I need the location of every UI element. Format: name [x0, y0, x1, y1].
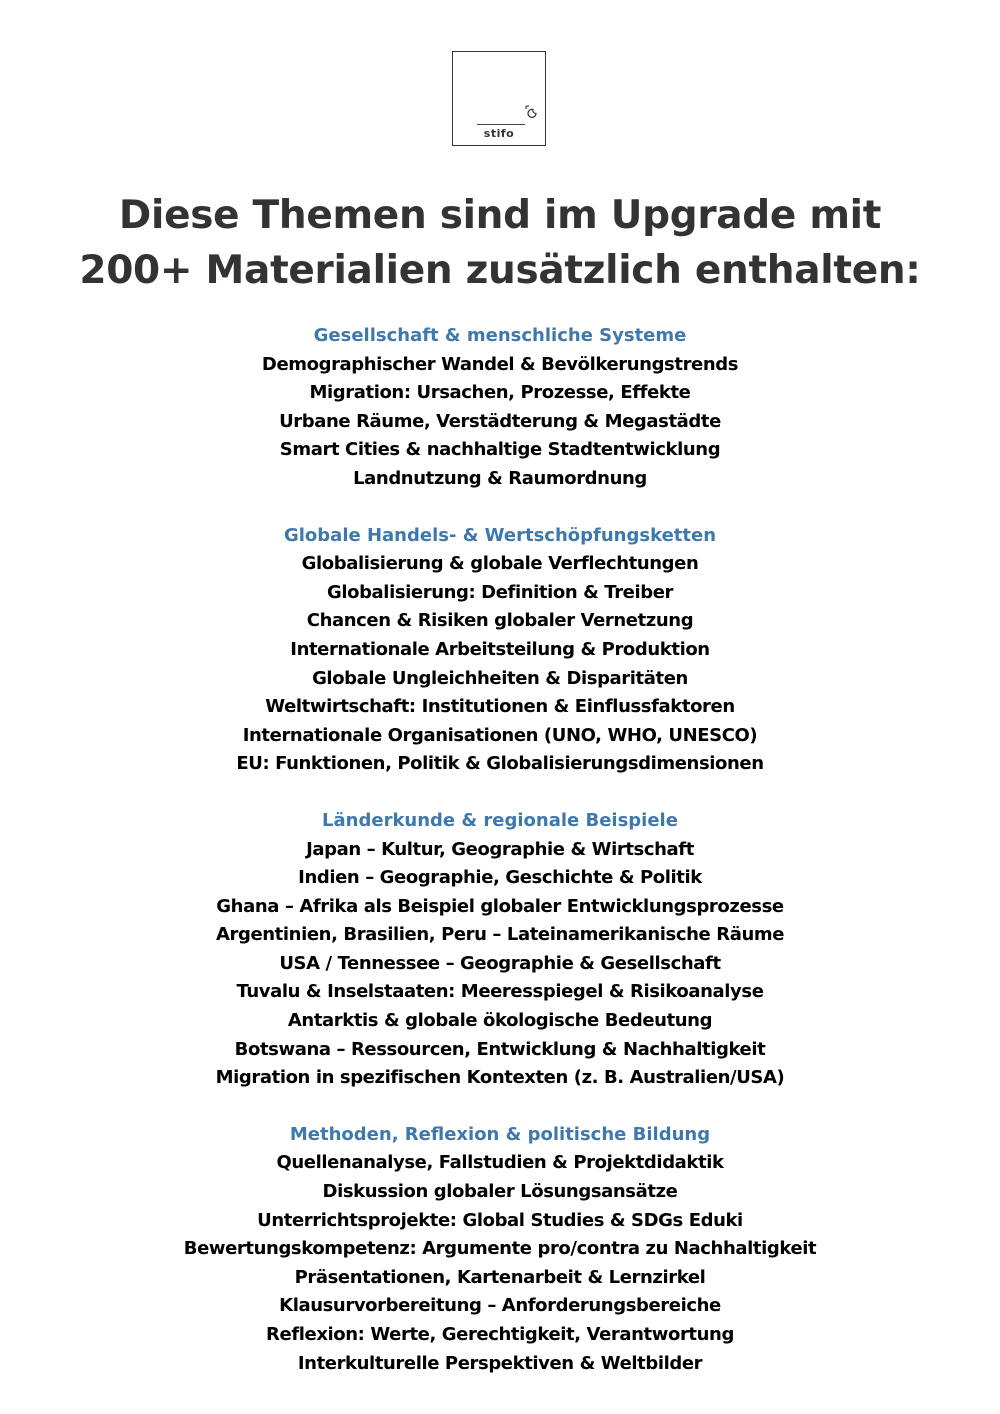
- section-title: Globale Handels- & Wertschöpfungsketten: [283, 524, 717, 546]
- list-item: Urbane Räume, Verstädterung & Megastädte: [279, 410, 721, 432]
- list-item: Globale Ungleichheiten & Disparitäten: [312, 667, 688, 689]
- list-item: Diskussion globaler Lösungsansätze: [322, 1181, 678, 1203]
- list-item: Tuvalu & Inselstaaten: Meeresspiegel & Risikoanalyse: [236, 981, 764, 1003]
- topic-section: [0, 807, 1000, 1093]
- logo-text: stifo: [483, 127, 515, 140]
- section-item-list: [0, 1149, 1000, 1378]
- list-item: Internationale Arbeitsteilung & Produktion: [290, 638, 710, 660]
- section-item-list: [0, 836, 1000, 1093]
- list-item: Argentinien, Brasilien, Peru – Lateinamerikanische Räume: [215, 924, 785, 946]
- list-item: Smart Cities & nachhaltige Stadtentwicklung: [279, 439, 721, 461]
- list-item: Chancen & Risiken globaler Vernetzung: [306, 610, 694, 632]
- list-item: Demographischer Wandel & Bevölkerungstrends: [261, 353, 739, 375]
- section-title: Methoden, Reflexion & politische Bildung: [289, 1123, 711, 1145]
- list-item: Quellenanalyse, Fallstudien & Projektdidaktik: [276, 1152, 724, 1174]
- logo-underline: [477, 124, 525, 125]
- page-title-line-2: 200+ Materialien zusätzlich enthalten:: [79, 248, 921, 293]
- list-item: Japan – Kultur, Geographie & Wirtschaft: [306, 838, 694, 860]
- topic-section: [0, 522, 1000, 779]
- list-item: Unterrichtsprojekte: Global Studies & SDGs Eduki: [257, 1209, 743, 1231]
- section-title: Gesellschaft & menschliche Systeme: [313, 325, 687, 346]
- list-item: Landnutzung & Raumordnung: [353, 467, 647, 489]
- list-item: Internationale Organisationen (UNO, WHO, UNESCO): [242, 724, 758, 746]
- list-item: Indien – Geographie, Geschichte & Politik: [298, 867, 702, 889]
- list-item: Reflexion: Werte, Gerechtigkeit, Verantwortung: [266, 1324, 734, 1345]
- section-item-list: [0, 550, 1000, 779]
- list-item: Globalisierung: Definition & Treiber: [326, 581, 674, 603]
- sun-moon-icon: [524, 104, 538, 118]
- list-item: Migration in spezifischen Kontexten (z. B. Australien/USA): [215, 1067, 785, 1089]
- list-item: Bewertungskompetenz: Argumente pro/contra zu Nachhaltigkeit: [183, 1238, 817, 1260]
- list-item: Globalisierung & globale Verflechtungen: [301, 553, 699, 575]
- list-item: USA / Tennessee – Geographie & Gesellschaft: [279, 952, 721, 974]
- section-title: Länderkunde & regionale Beispiele: [322, 809, 678, 831]
- list-item: Klausurvorbereitung – Anforderungsbereiche: [279, 1295, 721, 1317]
- list-item: Weltwirtschaft: Institutionen & Einflussfaktoren: [265, 696, 735, 718]
- list-item: Botswana – Ressourcen, Entwicklung & Nachhaltigkeit: [234, 1038, 766, 1060]
- page-title-line-1: Diese Themen sind im Upgrade mit: [118, 193, 882, 238]
- section-item-list: [0, 351, 1000, 494]
- list-item: Antarktis & globale ökologische Bedeutung: [287, 1010, 713, 1032]
- list-item: Präsentationen, Kartenarbeit & Lernzirkel: [294, 1266, 706, 1288]
- list-item: Migration: Ursachen, Prozesse, Effekte: [309, 382, 691, 404]
- list-item: EU: Funktionen, Politik & Globalisierungsdimensionen: [236, 753, 764, 775]
- list-item: Interkulturelle Perspektiven & Weltbilder: [297, 1352, 703, 1374]
- topic-sections: [0, 322, 1000, 1406]
- page-title: [0, 188, 1000, 298]
- list-item: Ghana – Afrika als Beispiel globaler Entwicklungsprozesse: [216, 895, 784, 917]
- logo: [452, 51, 546, 146]
- topic-section: [0, 1121, 1000, 1378]
- topic-section: [0, 322, 1000, 494]
